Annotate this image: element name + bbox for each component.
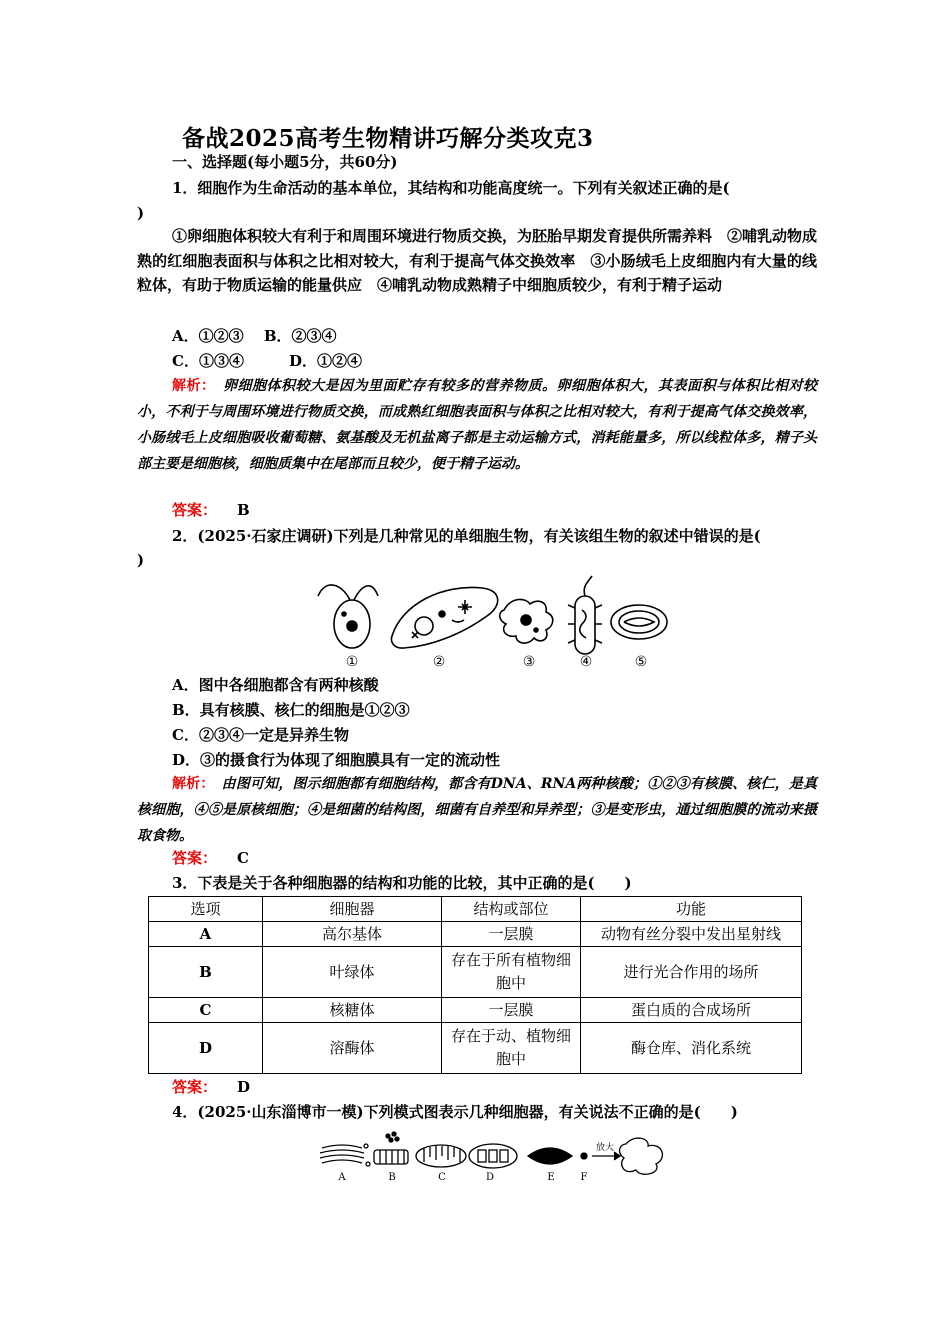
q2-answer-value: C	[237, 849, 249, 867]
q2-stem: 2．(2025·石家庄调研)下列是几种常见的单细胞生物，有关该组生物的叙述中错误的是(	[172, 527, 761, 545]
table-cell: C	[149, 998, 263, 1023]
figure-label-4: ④	[579, 654, 593, 670]
figure-label-e: E	[547, 1172, 555, 1183]
table-cell: B	[149, 947, 263, 998]
organelles-figure	[318, 1128, 670, 1184]
table-cell: 核糖体	[263, 998, 442, 1023]
table-row	[149, 1023, 802, 1074]
figure-label-a: A	[338, 1172, 346, 1183]
figure-label-c: C	[438, 1172, 446, 1183]
figure-label-f: F	[580, 1172, 588, 1183]
bacterium-illustration	[568, 576, 602, 654]
table-header: 功能	[581, 897, 802, 922]
mitochondrion-illustration	[416, 1145, 466, 1167]
figure-label-1: ①	[345, 654, 359, 670]
q2-solution-text: 由图可知，图示细胞都有细胞结构，都含有DNA、RNA两种核酸；①②③有核膜、核仁，是真核细胞，④⑤是原核细胞；④是细菌的结构图，细菌有自养型和异养型；③是变形虫，通过细胞膜的流动来摄取食物。	[137, 776, 818, 844]
figure-label-2: ②	[432, 654, 446, 670]
q2-option-b: B．具有核膜、核仁的细胞是①②③	[172, 701, 410, 719]
q1-answer	[172, 500, 250, 520]
table-cell: 叶绿体	[263, 947, 442, 998]
table-header: 细胞器	[263, 897, 442, 922]
single-cell-organisms-figure	[312, 574, 672, 672]
q1-options-ab: A．①②③ B．②③④	[172, 327, 337, 345]
q1-answer-value: B	[237, 501, 250, 519]
q2-solution	[137, 771, 817, 849]
table-cell: 存在于所有植物细胞中	[442, 947, 581, 998]
organelle-comparison-table	[148, 896, 802, 1074]
q1-options-cd: C．①③④ D．①②④	[172, 352, 362, 370]
q3-answer-value: D	[237, 1078, 251, 1096]
figure-label-5: ⑤	[634, 654, 648, 670]
chloroplast-illustration	[469, 1144, 517, 1168]
page-title: 备战2025高考生物精讲巧解分类攻克3	[182, 125, 594, 152]
ribosome-illustration	[581, 1138, 662, 1174]
q1-solution-label: 解析：	[172, 378, 209, 394]
q1-stem: 1．细胞作为生命活动的基本单位，其结构和功能高度统一。下列有关叙述正确的是(	[172, 179, 730, 197]
cyanobacterium-illustration	[611, 605, 667, 639]
chlamydomonas-illustration	[318, 585, 378, 648]
table-row	[149, 998, 802, 1023]
figure-label-b: B	[388, 1172, 396, 1183]
table-cell: D	[149, 1023, 263, 1074]
q1-solution	[137, 373, 817, 477]
table-header: 结构或部位	[442, 897, 581, 922]
table-cell: 存在于动、植物细胞中	[442, 1023, 581, 1074]
table-row	[149, 947, 802, 998]
q2-stem-cont: )	[137, 551, 145, 569]
table-cell: 蛋白质的合成场所	[581, 998, 802, 1023]
q2-option-d: D．③的摄食行为体现了细胞膜具有一定的流动性	[172, 751, 501, 769]
q1-solution-text: 卵细胞体积较大是因为里面贮存有较多的营养物质。卵细胞体积大，其表面积与体积比相对较小，不利于与周围环境进行物质交换，而成熟红细胞表面积与体积之比相对较大，有利于提高气体交换效率，小肠绒毛上皮细胞吸收葡萄糖、氨基酸及无机盐离子都是主动运输方式，消耗能量多，所以线粒体多，精子头部主要是细胞核，细胞质集中在尾部而且较少，便于精子运动。	[137, 378, 817, 472]
q2-solution-label: 解析：	[172, 776, 208, 792]
zoom-label: 放大	[595, 1143, 615, 1153]
golgi-apparatus-illustration	[320, 1144, 370, 1166]
figure-label-3: ③	[522, 654, 536, 670]
centriole-illustration	[374, 1132, 408, 1164]
q2-answer	[172, 848, 249, 868]
amoeba-illustration	[500, 599, 553, 643]
table-cell: 溶酶体	[263, 1023, 442, 1074]
q2-option-a: A．图中各细胞都含有两种核酸	[172, 676, 379, 694]
q1-answer-label: 答案：	[172, 501, 218, 519]
table-cell: 一层膜	[442, 922, 581, 947]
table-cell: 酶仓库、消化系统	[581, 1023, 802, 1074]
q1-stem-cont: )	[137, 204, 145, 222]
table-cell: 进行光合作用的场所	[581, 947, 802, 998]
table-cell: 动物有丝分裂中发出星射线	[581, 922, 802, 947]
q4-stem: 4．(2025·山东淄博市一模)下列模式图表示几种细胞器，有关说法不正确的是( )	[172, 1103, 738, 1121]
table-cell: A	[149, 922, 263, 947]
table-cell: 高尔基体	[263, 922, 442, 947]
q2-option-c: C．②③④一定是异养生物	[172, 726, 349, 744]
table-row	[149, 922, 802, 947]
endoplasmic-reticulum-illustration	[528, 1148, 572, 1164]
paramecium-illustration	[392, 587, 498, 648]
section-heading: 一、选择题(每小题5分，共60分)	[172, 153, 398, 171]
q1-statements: ①卵细胞体积较大有利于和周围环境进行物质交换，为胚胎早期发育提供所需养料 ②哺乳动物成熟的红细胞表面积与体积之比相对较大，有利于提高气体交换效率 ③小肠绒毛上皮细胞内有大量的线粒体，有助于物质运输的能量供应 ④哺乳动物成熟精子中细胞质较少，有利于精子运动	[137, 227, 818, 295]
q3-answer	[172, 1077, 250, 1097]
q3-stem: 3．下表是关于各种细胞器的结构和功能的比较，其中正确的是( )	[172, 874, 632, 892]
table-header: 选项	[149, 897, 263, 922]
q3-answer-label: 答案：	[172, 1078, 218, 1096]
table-cell: 一层膜	[442, 998, 581, 1023]
table-header-row	[149, 897, 802, 922]
figure-label-d: D	[485, 1172, 495, 1183]
q2-answer-label: 答案：	[172, 849, 218, 867]
